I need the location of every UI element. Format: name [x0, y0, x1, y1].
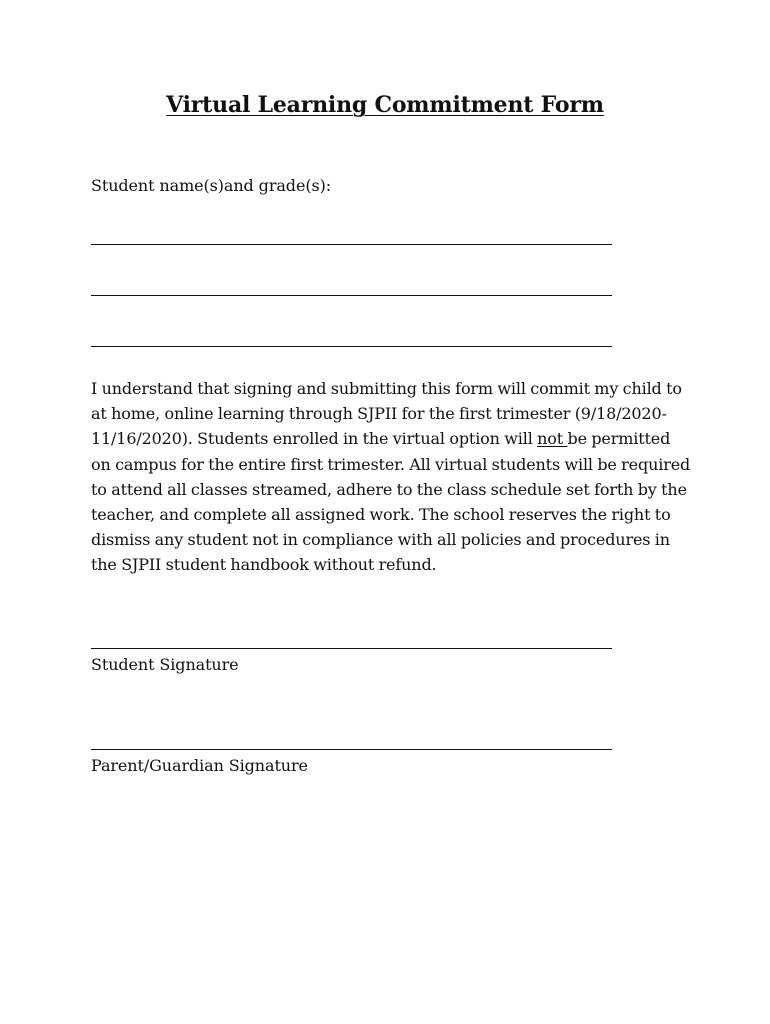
student-signature-label: Student Signature — [91, 655, 239, 674]
paragraph-emphasis-not: not — [537, 429, 568, 449]
paragraph-text-2: be permitted on campus for the entire first trimester. All virtual students will be required to attend all classes streamed, adhere to the class schedule set forth by the teacher, and complete all assigned work. The school reserves the right to dismiss any student not in compliance with all policies and procedures in the SJPII student handbook without refund. — [91, 429, 691, 575]
form-title: Virtual Learning Commitment Form — [166, 92, 604, 118]
student-name-line-3[interactable] — [91, 346, 612, 347]
student-signature-line[interactable] — [91, 648, 612, 649]
parent-signature-label: Parent/Guardian Signature — [91, 756, 308, 775]
student-name-line-2[interactable] — [91, 295, 612, 296]
paragraph-text-1: I understand that signing and submitting this form will commit my child to at home, online learning through SJPII for the first trimester (9/18/2020-11/16/2020). Students enrolled in the virtual option will — [91, 379, 682, 449]
parent-signature-line[interactable] — [91, 749, 612, 750]
commitment-paragraph — [91, 376, 691, 578]
student-name-label: Student name(s)and grade(s): — [91, 176, 332, 195]
student-name-line-1[interactable] — [91, 244, 612, 245]
